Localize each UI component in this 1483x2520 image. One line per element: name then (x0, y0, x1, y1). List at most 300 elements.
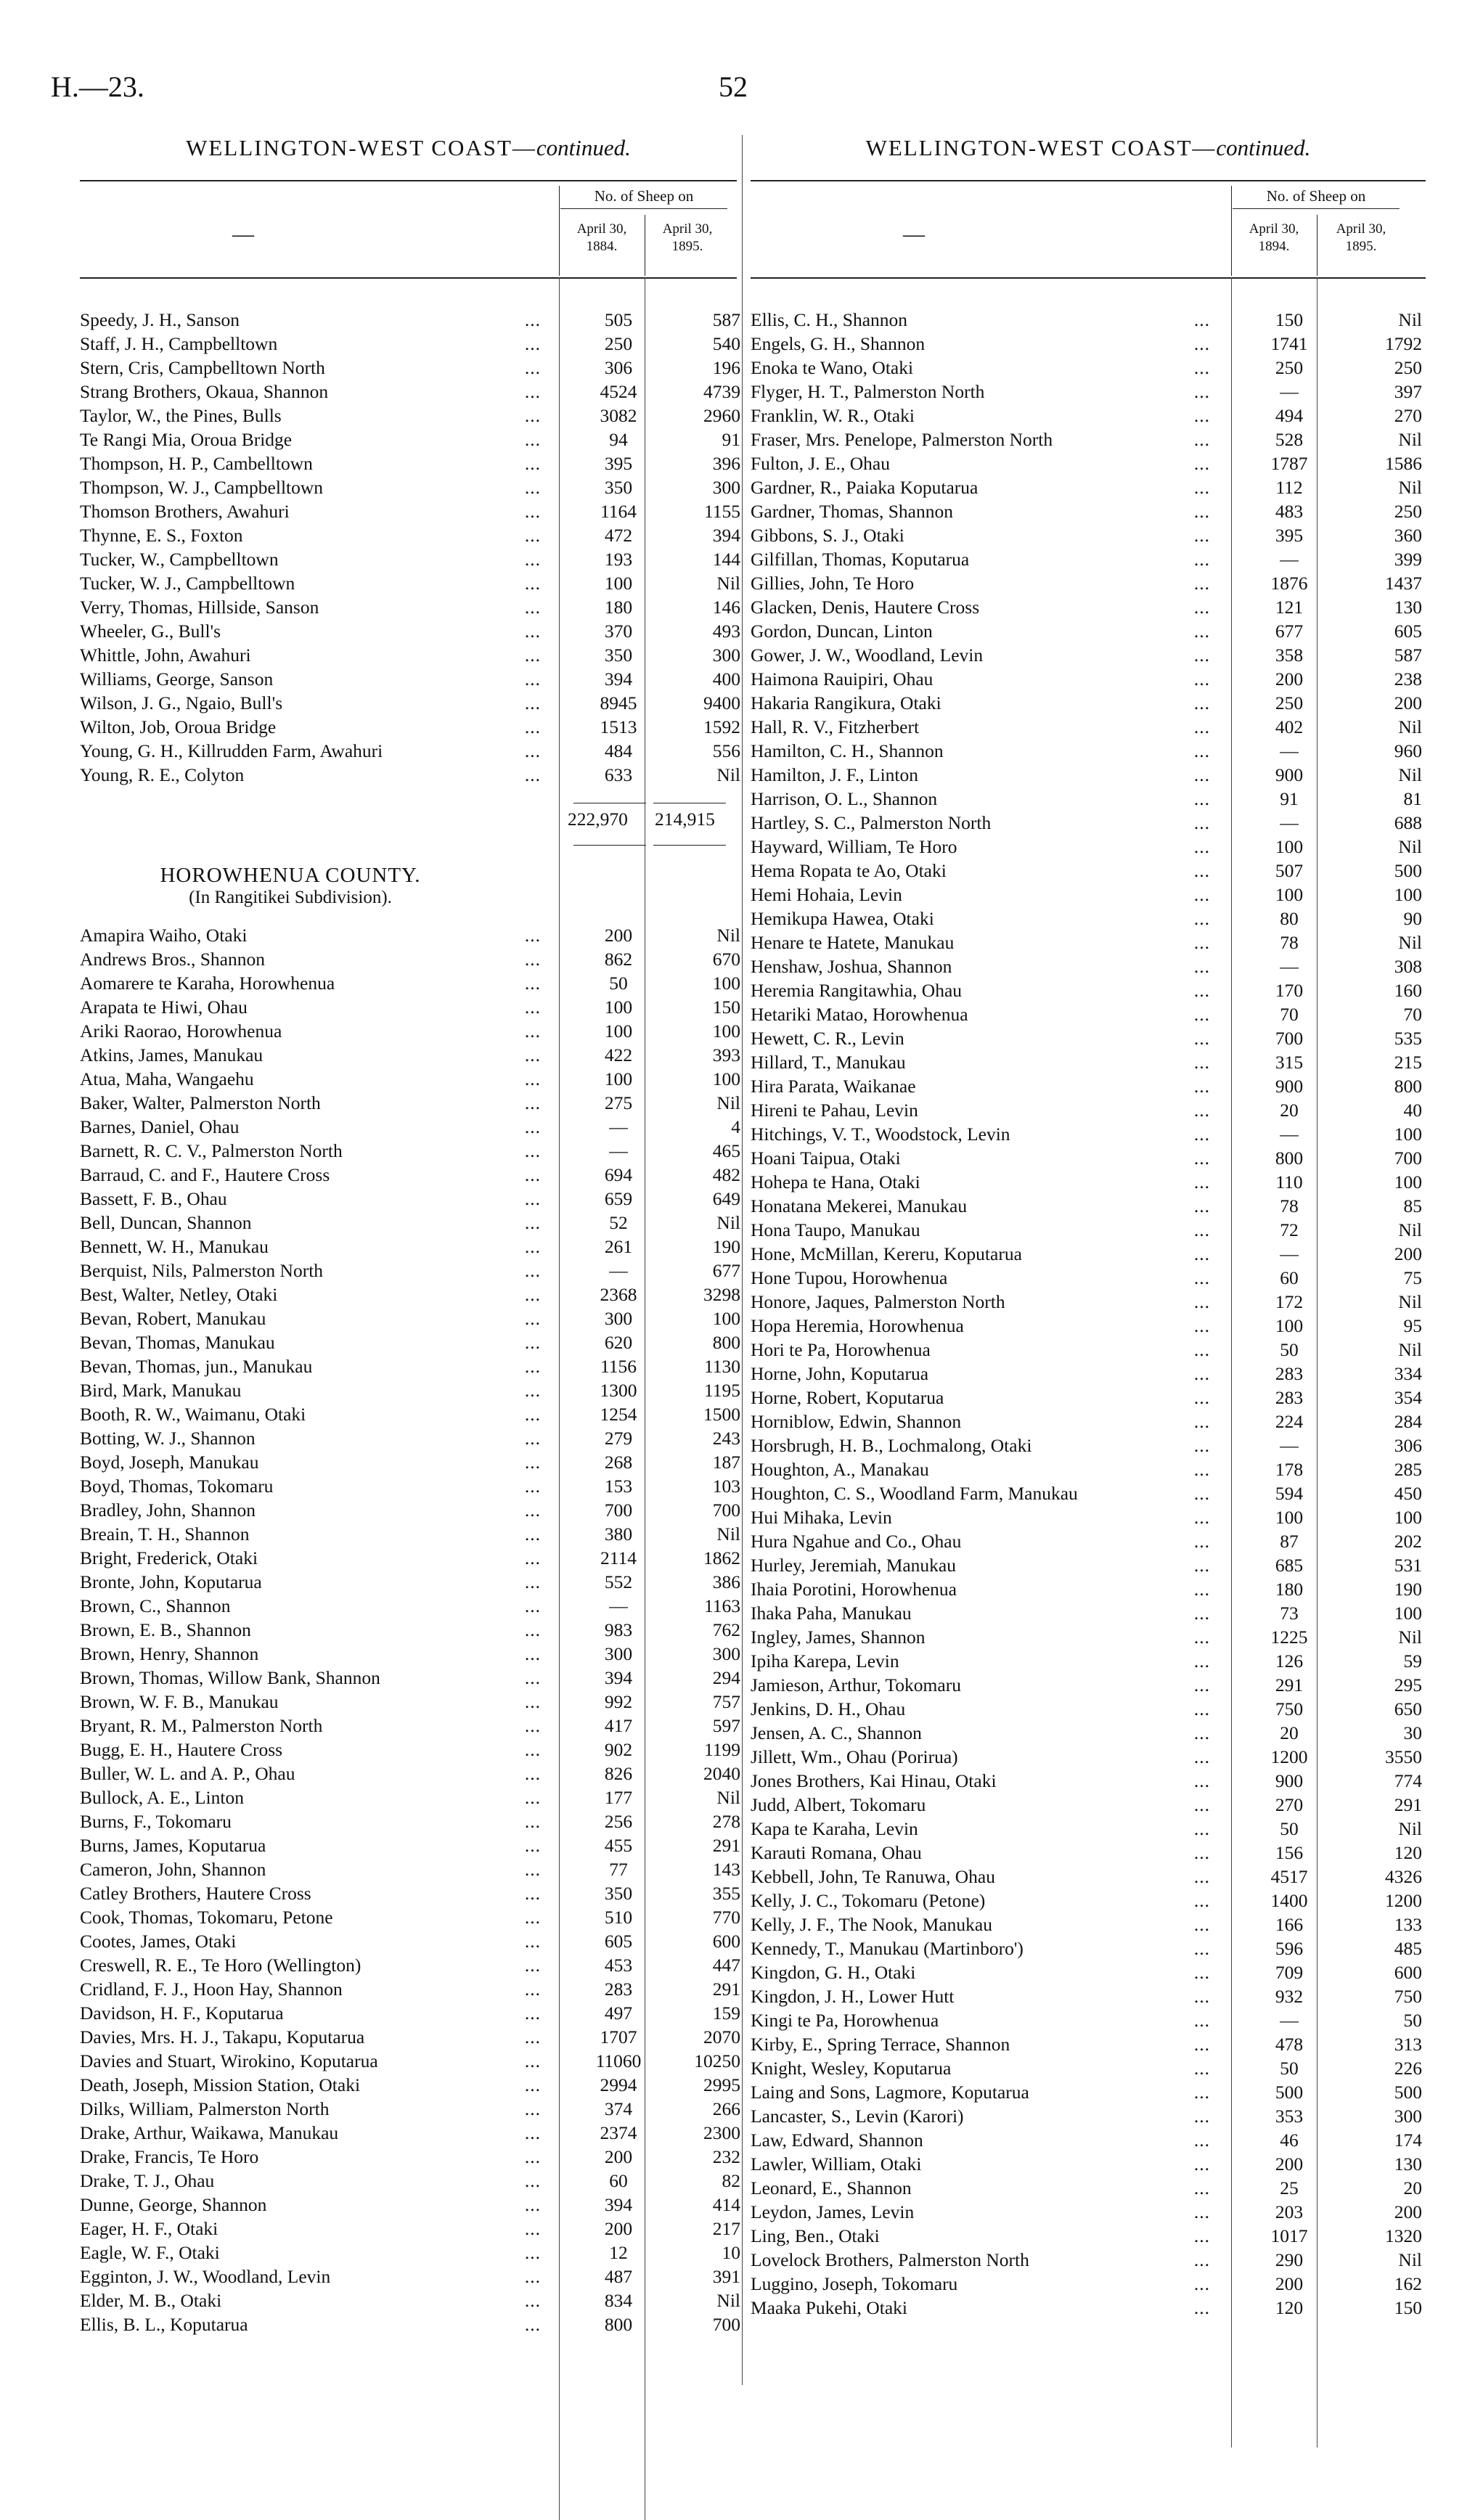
sheep-count-1895: 750 (1394, 1986, 1422, 2007)
sheep-count-1894: 862 (604, 949, 633, 970)
left-top-rule (80, 180, 737, 181)
right-header-year-b: April 30, 1895. (1336, 221, 1386, 254)
table-row (751, 1912, 1426, 1936)
leader-dots: ... (1193, 1315, 1210, 1336)
leader-dots: ... (1193, 453, 1210, 474)
sheep-count-1894: 250 (604, 333, 633, 354)
sheep-count-1894: 992 (604, 1691, 633, 1712)
owner-name: Cootes, James, Otaki (80, 1931, 237, 1952)
owner-name: Bennett, W. H., Manukau (80, 1236, 269, 1257)
leader-dots: ... (1193, 1100, 1210, 1121)
sheep-count-1894: 20 (1280, 1722, 1299, 1743)
leader-dots: ... (524, 1979, 541, 2000)
sheep-count-1895: 500 (1394, 2082, 1422, 2103)
leader-dots: ... (524, 2050, 541, 2071)
sheep-count-1894: 1017 (1270, 2225, 1308, 2246)
table-row (80, 1929, 740, 1953)
leader-dots: ... (1193, 2082, 1210, 2103)
sheep-count-1894: 500 (1275, 2082, 1304, 2103)
sheep-count-1895: 587 (1394, 645, 1422, 666)
table-row (80, 1762, 740, 1785)
sheep-count-1895: 20 (1403, 2177, 1422, 2198)
sheep-count-1894: 497 (604, 2002, 633, 2024)
owner-name: Thompson, W. J., Campbelltown (80, 477, 324, 498)
sheep-count-1894: 1200 (1270, 1746, 1308, 1767)
sheep-count-1895: 202 (1394, 1531, 1422, 1552)
table-row (80, 1330, 740, 1354)
owner-name: Hewett, C. R., Levin (751, 1028, 904, 1049)
leader-dots: ... (1193, 501, 1210, 522)
owner-name: Brown, E. B., Shannon (80, 1619, 251, 1640)
leader-dots: ... (524, 2098, 541, 2119)
leader-dots: ... (524, 2026, 541, 2048)
sheep-count-1894: 87 (1280, 1531, 1299, 1552)
table-row (80, 2025, 740, 2049)
table-row (751, 1625, 1426, 1649)
sheep-count-1894: 60 (609, 2170, 628, 2191)
owner-name: Judd, Albert, Tokomaru (751, 1794, 926, 1815)
owner-name: Wilson, J. G., Ngaio, Bull's (80, 692, 283, 713)
owner-name: Hetariki Matao, Horowhenua (751, 1004, 968, 1025)
sheep-count-1894: 394 (604, 2194, 633, 2215)
owner-name: Hartley, S. C., Palmerston North (751, 812, 992, 833)
owner-name: Hohepa te Hana, Otaki (751, 1171, 920, 1192)
table-row (80, 1235, 740, 1259)
total-1894: 222,970 (568, 809, 628, 830)
owner-name: Jensen, A. C., Shannon (751, 1722, 922, 1743)
table-row (751, 835, 1426, 859)
table-row (80, 1187, 740, 1211)
sheep-count-1895: 650 (1394, 1698, 1422, 1719)
sheep-count-1895: 146 (712, 597, 740, 618)
table-row (751, 883, 1426, 907)
table-row (80, 1594, 740, 1618)
sheep-count-1895: 670 (712, 949, 740, 970)
leader-dots: ... (1193, 573, 1210, 594)
owner-name: Laing and Sons, Lagmore, Koputarua (751, 2082, 1029, 2103)
leader-dots: ... (1193, 1794, 1210, 1815)
owner-name: Lancaster, S., Levin (Karori) (751, 2106, 964, 2127)
sheep-count-1895: 1586 (1385, 453, 1422, 474)
owner-name: Taylor, W., the Pines, Bulls (80, 405, 282, 426)
leader-dots: ... (524, 1476, 541, 1497)
table-row (751, 1098, 1426, 1122)
sheep-count-1894: 283 (604, 1979, 633, 2000)
table-row (751, 859, 1426, 883)
sheep-count-1895: 1500 (703, 1404, 740, 1425)
sheep-count-1895: 250 (1394, 501, 1422, 522)
owner-name: Ingley, James, Shannon (751, 1627, 926, 1648)
leader-dots: ... (524, 1691, 541, 1712)
sheep-count-1895: 144 (712, 549, 740, 570)
table-row (80, 763, 740, 787)
sheep-count-1894: 300 (604, 1643, 633, 1664)
sheep-count-1894: 77 (609, 1859, 628, 1880)
owner-name: Bevan, Robert, Manukau (80, 1308, 266, 1329)
table-row (751, 1865, 1426, 1889)
table-row (80, 1905, 740, 1929)
leader-dots: ... (524, 573, 541, 594)
sheep-count-1894: 126 (1275, 1650, 1304, 1672)
sheep-count-1894: 685 (1275, 1555, 1304, 1576)
sheep-count-1894: 25 (1280, 2177, 1299, 2198)
table-row (751, 1314, 1426, 1338)
leader-dots: ... (524, 1883, 541, 1904)
leader-dots: ... (1193, 692, 1210, 713)
leader-dots: ... (524, 1116, 541, 1137)
sheep-count-1895: 391 (712, 2266, 740, 2287)
table-row (751, 2080, 1426, 2104)
sheep-count-1894: 200 (604, 2218, 633, 2239)
sheep-count-1895: 1792 (1385, 333, 1422, 354)
sheep-count-1894: 300 (604, 1308, 633, 1329)
owner-name: Horniblow, Edwin, Shannon (751, 1411, 962, 1432)
leader-dots: ... (524, 2266, 541, 2287)
sheep-count-1895: 414 (712, 2194, 740, 2215)
sheep-count-1895: 100 (1394, 1507, 1422, 1528)
table-row (80, 1570, 740, 1594)
owner-name: Brown, W. F. B., Manukau (80, 1691, 279, 1712)
sheep-count-1895: 3298 (703, 1284, 740, 1305)
sheep-count-1894: 279 (604, 1428, 633, 1449)
sheep-count-1895: 556 (712, 740, 740, 761)
sheep-count-1895: 40 (1403, 1100, 1422, 1121)
table-row (80, 691, 740, 715)
sheep-count-1895: 4 (731, 1116, 740, 1137)
sheep-count-1895: 190 (1394, 1579, 1422, 1600)
sheep-count-1895: 30 (1403, 1722, 1422, 1743)
sheep-count-1894: 1225 (1270, 1627, 1308, 1648)
leader-dots: ... (1193, 1411, 1210, 1432)
owner-name: Heremia Rangitawhia, Ohau (751, 980, 963, 1001)
sheep-count-1895: 1130 (703, 1356, 740, 1377)
sheep-count-1895: 291 (1394, 1794, 1422, 1815)
sheep-count-1895: 294 (712, 1667, 740, 1688)
owner-name: Andrews Bros., Shannon (80, 949, 265, 970)
sheep-count-1895: 243 (712, 1428, 740, 1449)
owner-name: Henare te Hatete, Manukau (751, 932, 955, 953)
sheep-count-1895: 200 (1394, 1243, 1422, 1264)
table-row (751, 1769, 1426, 1793)
leader-dots: ... (1193, 668, 1210, 690)
leader-dots: ... (1193, 1698, 1210, 1719)
sheep-count-1894: 150 (1275, 309, 1304, 330)
leader-dots: ... (524, 1643, 541, 1664)
sheep-count-1894: 1164 (600, 501, 637, 522)
sheep-count-1894: 100 (1275, 884, 1304, 905)
owner-name: Hoani Taipua, Otaki (751, 1148, 901, 1169)
table-row (80, 619, 740, 643)
sheep-count-1895: 120 (1394, 1842, 1422, 1863)
sheep-count-1895: 100 (1394, 884, 1422, 905)
table-row (751, 332, 1426, 356)
page-number: 52 (719, 70, 748, 103)
table-row (751, 499, 1426, 523)
sheep-count-1895: 700 (712, 1500, 740, 1521)
owner-name: Lawler, William, Otaki (751, 2153, 922, 2175)
sheep-count-1895: Nil (1398, 716, 1422, 737)
sheep-count-1894: 395 (1275, 525, 1304, 546)
owner-name: Jillett, Wm., Ohau (Porirua) (751, 1746, 958, 1767)
table-row (751, 2200, 1426, 2224)
leader-dots: ... (524, 1284, 541, 1305)
table-row (80, 404, 740, 428)
leader-dots: ... (1193, 1291, 1210, 1312)
table-row (751, 1457, 1426, 1481)
leader-dots: ... (524, 1739, 541, 1760)
sheep-count-1895: Nil (716, 1523, 740, 1545)
sheep-count-1895: 500 (1394, 860, 1422, 881)
sheep-count-1894: — (1280, 2010, 1299, 2031)
owner-name: Thynne, E. S., Foxton (80, 525, 243, 546)
owner-name: Hone Tupou, Horowhenua (751, 1267, 948, 1288)
sheep-count-1894: 153 (604, 1476, 633, 1497)
owner-name: Flyger, H. T., Palmerston North (751, 381, 985, 402)
sheep-count-1894: 478 (1275, 2034, 1304, 2055)
sheep-count-1895: 1320 (1385, 2225, 1422, 2246)
leader-dots: ... (1193, 1890, 1210, 1911)
sheep-count-1894: 172 (1275, 1291, 1304, 1312)
leader-dots: ... (1193, 2225, 1210, 2246)
owner-name: Hayward, William, Te Horo (751, 836, 957, 857)
sheep-count-1894: 78 (1280, 1195, 1299, 1216)
leader-dots: ... (524, 1308, 541, 1329)
owner-name: Gibbons, S. J., Otaki (751, 525, 904, 546)
leader-dots: ... (1193, 1459, 1210, 1480)
table-row (751, 1936, 1426, 1960)
table-row (80, 715, 740, 739)
leader-dots: ... (524, 973, 541, 994)
sheep-count-1895: 757 (712, 1691, 740, 1712)
owner-name: Hori te Pa, Horowhenua (751, 1339, 931, 1360)
sheep-count-1895: 465 (712, 1140, 740, 1161)
owner-name: Gilfillan, Thomas, Koputarua (751, 549, 970, 570)
owner-name: Lovelock Brothers, Palmerston North (751, 2249, 1029, 2270)
sheep-count-1895: 394 (712, 525, 740, 546)
leader-dots: ... (1193, 1962, 1210, 1983)
sheep-count-1895: 540 (712, 333, 740, 354)
owner-name: Houghton, A., Manakau (751, 1459, 929, 1480)
sheep-count-1895: 774 (1394, 1770, 1422, 1791)
sheep-count-1894: — (1280, 1435, 1299, 1456)
leader-dots: ... (1193, 1627, 1210, 1648)
sheep-count-1894: 290 (1275, 2249, 1304, 2270)
owner-name: Atkins, James, Manukau (80, 1044, 263, 1065)
table-row (751, 2008, 1426, 2032)
owner-name: Botting, W. J., Shannon (80, 1428, 256, 1449)
table-row (751, 2272, 1426, 2296)
table-row (80, 547, 740, 571)
table-row (751, 619, 1426, 643)
owner-name: Gordon, Duncan, Linton (751, 621, 933, 642)
table-row (80, 1881, 740, 1905)
table-row (751, 1122, 1426, 1146)
owner-name: Maaka Pukehi, Otaki (751, 2297, 907, 2318)
table-row (80, 1857, 740, 1881)
table-row (751, 475, 1426, 499)
owner-name: Haimona Rauipiri, Ohau (751, 668, 933, 690)
table-row (80, 643, 740, 667)
owner-name: Gower, J. W., Woodland, Levin (751, 645, 984, 666)
sheep-count-1894: 594 (1275, 1483, 1304, 1504)
sheep-count-1894: 659 (604, 1188, 633, 1209)
owner-name: Hitchings, V. T., Woodstock, Levin (751, 1124, 1010, 1145)
owner-name: Ihaka Paha, Manukau (751, 1603, 912, 1624)
table-row (751, 1386, 1426, 1410)
sheep-count-1894: 315 (1275, 1052, 1304, 1073)
table-row (751, 1529, 1426, 1553)
leader-dots: ... (524, 2290, 541, 2311)
leader-dots: ... (1193, 836, 1210, 857)
table-row (751, 1074, 1426, 1098)
sheep-count-1895: 91 (722, 429, 740, 450)
sheep-count-1895: 2300 (703, 2122, 740, 2143)
sheep-count-1894: 72 (1280, 1219, 1299, 1240)
sheep-count-1894: 552 (604, 1571, 633, 1592)
sheep-count-1894: 417 (604, 1715, 633, 1736)
sheep-count-1895: 334 (1394, 1363, 1422, 1384)
owner-name: Eager, H. F., Otaki (80, 2218, 218, 2239)
table-row (80, 2001, 740, 2025)
sheep-count-1894: 50 (609, 973, 628, 994)
sheep-count-1894: — (1280, 381, 1299, 402)
leader-dots: ... (1193, 1435, 1210, 1456)
sheep-count-1894: 306 (604, 357, 633, 378)
table-row (751, 1050, 1426, 1074)
leader-dots: ... (1193, 1267, 1210, 1288)
owner-name: Young, G. H., Killrudden Farm, Awahuri (80, 740, 383, 761)
sheep-count-1894: 291 (1275, 1674, 1304, 1695)
owner-name: Luggino, Joseph, Tokomaru (751, 2273, 958, 2294)
owner-name: Kingdon, J. H., Lower Hutt (751, 1986, 955, 2007)
leader-dots: ... (524, 692, 541, 713)
leader-dots: ... (1193, 1746, 1210, 1767)
owner-name: Hema Ropata te Ao, Otaki (751, 860, 947, 881)
sheep-count-1895: 600 (1394, 1962, 1422, 1983)
owner-name: Kelly, J. C., Tokomaru (Petone) (751, 1890, 986, 1911)
table-row (80, 1785, 740, 1809)
leader-dots: ... (524, 1523, 541, 1545)
sheep-count-1895: 200 (1394, 2201, 1422, 2222)
sheep-count-1895: Nil (1398, 477, 1422, 498)
sheep-count-1894: 800 (1275, 1148, 1304, 1169)
leader-dots: ... (524, 1859, 541, 1880)
table-row (80, 1546, 740, 1570)
owner-name: Hone, McMillan, Kereru, Koputarua (751, 1243, 1022, 1264)
sheep-count-1895: 160 (1394, 980, 1422, 1001)
owner-name: Williams, George, Sanson (80, 668, 274, 690)
owner-name: Honatana Mekerei, Manukau (751, 1195, 968, 1216)
sheep-count-1895: 300 (712, 645, 740, 666)
sheep-count-1895: 10 (722, 2242, 740, 2263)
leader-dots: ... (1193, 1674, 1210, 1695)
owner-name: Hemi Hohaia, Levin (751, 884, 902, 905)
owner-name: Tucker, W., Campbelltown (80, 549, 279, 570)
right-header-year-a: April 30, 1894. (1249, 221, 1299, 254)
right-header-dash: — (903, 222, 925, 246)
owner-name: Ellis, B. L., Koputarua (80, 2314, 248, 2335)
leader-dots: ... (1193, 1148, 1210, 1169)
owner-name: Drake, Francis, Te Horo (80, 2146, 259, 2167)
sheep-count-1895: 482 (712, 1164, 740, 1185)
sheep-count-1894: 270 (1275, 1794, 1304, 1815)
sheep-count-1894: 178 (1275, 1459, 1304, 1480)
leader-dots: ... (524, 1931, 541, 1952)
table-row (751, 643, 1426, 667)
sheep-count-1895: 95 (1403, 1315, 1422, 1336)
sheep-count-1894: 2114 (600, 1547, 637, 1568)
owner-name: Hona Taupo, Manukau (751, 1219, 920, 1240)
sheep-count-1895: 238 (1394, 668, 1422, 690)
total-rule (573, 845, 646, 846)
leader-dots: ... (1193, 1555, 1210, 1576)
sheep-count-1895: 133 (1394, 1914, 1422, 1935)
sheep-count-1894: 700 (604, 1500, 633, 1521)
sheep-count-1894: 180 (1275, 1579, 1304, 1600)
owner-name: Hireni te Pahau, Levin (751, 1100, 918, 1121)
leader-dots: ... (1193, 1243, 1210, 1264)
sheep-count-1895: Nil (1398, 429, 1422, 450)
leader-dots: ... (524, 1500, 541, 1521)
owner-name: Hillard, T., Manukau (751, 1052, 906, 1073)
table-row (751, 1505, 1426, 1529)
sheep-count-1895: 1199 (703, 1739, 740, 1760)
sheep-count-1894: 709 (1275, 1962, 1304, 1983)
sheep-count-1894: — (1280, 812, 1299, 833)
table-row (80, 1139, 740, 1163)
owner-name: Kirby, E., Spring Terrace, Shannon (751, 2034, 1010, 2055)
sheep-count-1894: 80 (1280, 908, 1299, 929)
table-row (80, 308, 740, 332)
sheep-count-1894: 455 (604, 1835, 633, 1856)
owner-name: Bullock, A. E., Linton (80, 1787, 244, 1808)
sheep-count-1894: 224 (1275, 1411, 1304, 1432)
table-row (751, 380, 1426, 404)
owner-name: Bevan, Thomas, Manukau (80, 1332, 275, 1353)
leader-dots: ... (1193, 2201, 1210, 2222)
owner-name: Dilks, William, Palmerston North (80, 2098, 330, 2119)
owner-name: Karauti Romana, Ohau (751, 1842, 922, 1863)
table-row (80, 595, 740, 619)
table-row (751, 1170, 1426, 1194)
table-row (751, 428, 1426, 451)
sheep-count-1895: 355 (712, 1883, 740, 1904)
table-row (751, 1338, 1426, 1362)
sheep-count-1895: Nil (1398, 2249, 1422, 2270)
owner-name: Barnett, R. C. V., Palmerston North (80, 1140, 343, 1161)
leader-dots: ... (524, 2002, 541, 2024)
leader-dots: ... (524, 1907, 541, 1928)
sheep-count-1895: 59 (1403, 1650, 1422, 1672)
leader-dots: ... (1193, 1171, 1210, 1192)
table-row (80, 2312, 740, 2336)
table-row (751, 978, 1426, 1002)
table-row (80, 571, 740, 595)
sheep-count-1895: 1862 (703, 1547, 740, 1568)
leader-dots: ... (524, 525, 541, 546)
table-row (80, 2121, 740, 2145)
right-table-header (751, 186, 1426, 276)
sheep-count-1894: 156 (1275, 1842, 1304, 1863)
owner-name: Baker, Walter, Palmerston North (80, 1092, 321, 1113)
table-row (80, 1115, 740, 1139)
sheep-count-1894: 200 (604, 925, 633, 946)
county-heading (80, 864, 501, 908)
leader-dots: ... (524, 716, 541, 737)
table-row (80, 1618, 740, 1642)
leader-dots: ... (1193, 2273, 1210, 2294)
owner-name: Brown, Henry, Shannon (80, 1643, 259, 1664)
